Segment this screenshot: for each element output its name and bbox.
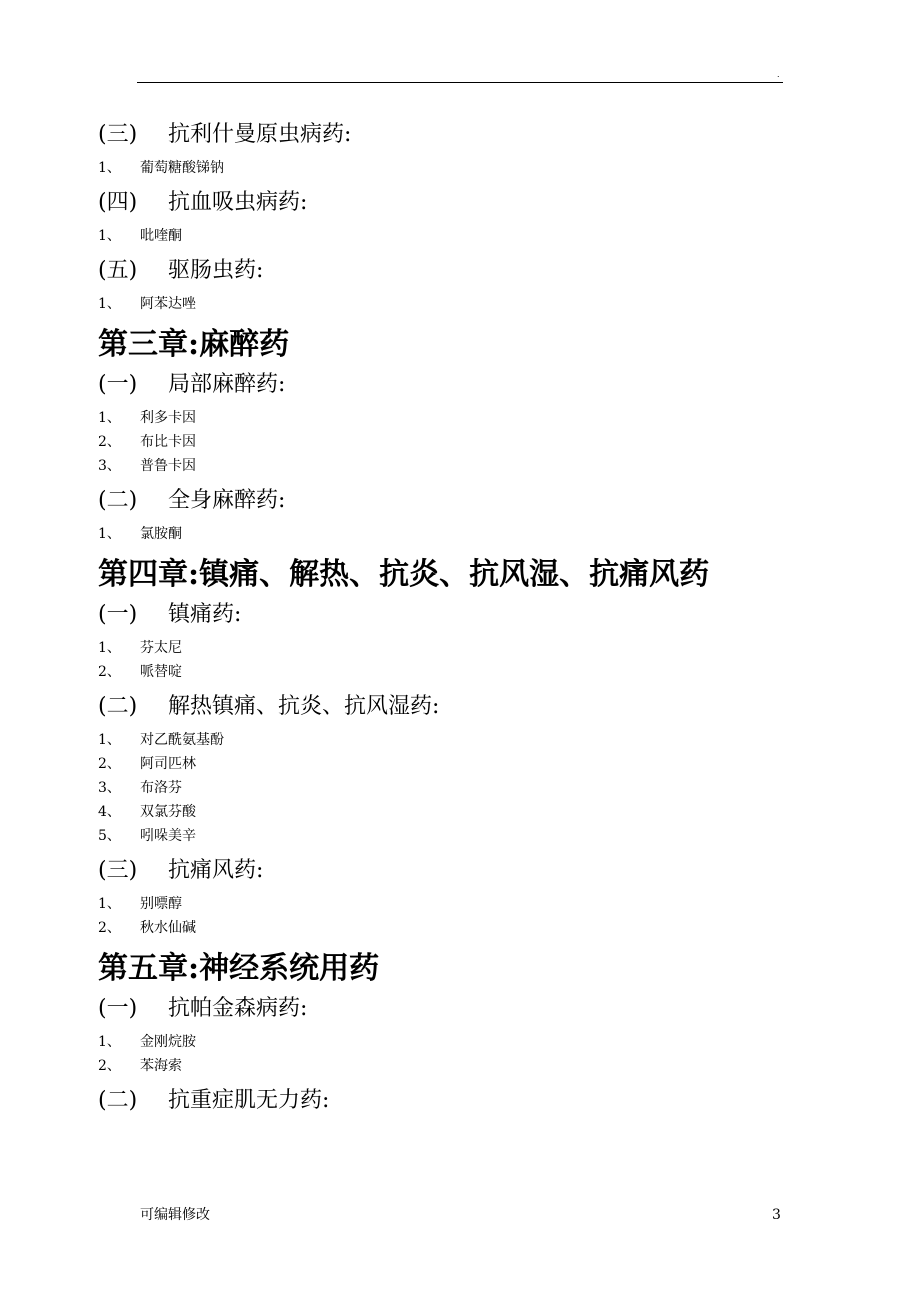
section-title: 抗帕金森病药: xyxy=(168,996,308,1021)
section-title: 解热镇痛、抗炎、抗风湿药: xyxy=(168,694,440,719)
drug-list-item xyxy=(98,892,898,916)
drug-name: 葡萄糖酸锑钠 xyxy=(140,160,224,176)
drug-name: 氯胺酮 xyxy=(140,526,182,542)
section-title: 局部麻醉药: xyxy=(168,372,286,397)
section-heading xyxy=(98,484,898,518)
section-number: (二) xyxy=(98,694,138,719)
document-body xyxy=(98,118,898,1118)
chapter-heading: 第三章:麻醉药 xyxy=(98,327,290,362)
drug-list xyxy=(98,636,898,684)
drug-list-item xyxy=(98,454,898,478)
drug-name: 阿司匹林 xyxy=(140,756,196,772)
drug-name: 吲哚美辛 xyxy=(140,828,196,844)
section-number: (三) xyxy=(98,122,138,147)
section-number: (二) xyxy=(98,488,138,513)
drug-list-item xyxy=(98,776,898,800)
drug-list xyxy=(98,1030,898,1078)
drug-list-item xyxy=(98,406,898,430)
section-heading xyxy=(98,118,898,152)
drug-name: 秋水仙碱 xyxy=(140,920,196,936)
item-number: 3、 xyxy=(98,458,121,474)
section-heading xyxy=(98,1084,898,1118)
drug-name: 金刚烷胺 xyxy=(140,1034,196,1050)
drug-list-item xyxy=(98,916,898,940)
drug-list-item xyxy=(98,292,898,316)
section-title: 抗痛风药: xyxy=(168,858,264,883)
drug-list xyxy=(98,522,898,546)
drug-name: 利多卡因 xyxy=(140,410,196,426)
drug-list xyxy=(98,892,898,940)
item-number: 1、 xyxy=(98,160,121,176)
section-number: (二) xyxy=(98,1088,138,1113)
item-number: 2、 xyxy=(98,756,121,772)
item-number: 2、 xyxy=(98,664,121,680)
page-number: 3 xyxy=(772,1207,781,1223)
drug-name: 吡喹酮 xyxy=(140,228,182,244)
section-heading xyxy=(98,992,898,1026)
section-title: 镇痛药: xyxy=(168,602,242,627)
item-number: 1、 xyxy=(98,896,121,912)
item-number: 1、 xyxy=(98,296,121,312)
section-title: 驱肠虫药: xyxy=(168,258,264,283)
drug-list xyxy=(98,224,898,248)
drug-name: 芬太尼 xyxy=(140,640,182,656)
section-heading xyxy=(98,254,898,288)
drug-list-item xyxy=(98,522,898,546)
drug-list xyxy=(98,292,898,316)
drug-name: 阿苯达唑 xyxy=(140,296,196,312)
item-number: 2、 xyxy=(98,434,121,450)
header-mark: . xyxy=(777,69,780,79)
section-number: (一) xyxy=(98,602,138,627)
item-number: 1、 xyxy=(98,228,121,244)
drug-list-item xyxy=(98,1030,898,1054)
footer-note: 可编辑修改 xyxy=(140,1207,210,1223)
section-heading xyxy=(98,186,898,220)
item-number: 1、 xyxy=(98,410,121,426)
drug-list-item xyxy=(98,1054,898,1078)
drug-list xyxy=(98,156,898,180)
section-number: (三) xyxy=(98,858,138,883)
drug-list-item xyxy=(98,636,898,660)
item-number: 1、 xyxy=(98,526,121,542)
section-heading xyxy=(98,598,898,632)
drug-list-item xyxy=(98,156,898,180)
section-heading xyxy=(98,368,898,402)
section-number: (一) xyxy=(98,372,138,397)
drug-name: 对乙酰氨基酚 xyxy=(140,732,224,748)
item-number: 1、 xyxy=(98,1034,121,1050)
item-number: 1、 xyxy=(98,640,121,656)
item-number: 2、 xyxy=(98,920,121,936)
item-number: 4、 xyxy=(98,804,121,820)
drug-name: 布比卡因 xyxy=(140,434,196,450)
drug-list-item xyxy=(98,800,898,824)
section-heading xyxy=(98,690,898,724)
drug-list xyxy=(98,406,898,478)
section-heading xyxy=(98,854,898,888)
drug-name: 别嘌醇 xyxy=(140,896,182,912)
chapter-heading: 第五章:神经系统用药 xyxy=(98,951,380,986)
section-title: 抗利什曼原虫病药: xyxy=(168,122,352,147)
section-number: (一) xyxy=(98,996,138,1021)
drug-name: 双氯芬酸 xyxy=(140,804,196,820)
item-number: 3、 xyxy=(98,780,121,796)
item-number: 5、 xyxy=(98,828,121,844)
drug-list-item xyxy=(98,224,898,248)
section-title: 全身麻醉药: xyxy=(168,488,286,513)
drug-list-item xyxy=(98,824,898,848)
drug-list-item xyxy=(98,752,898,776)
drug-name: 普鲁卡因 xyxy=(140,458,196,474)
section-title: 抗血吸虫病药: xyxy=(168,190,308,215)
drug-list-item xyxy=(98,660,898,684)
drug-name: 哌替啶 xyxy=(140,664,182,680)
drug-name: 布洛芬 xyxy=(140,780,182,796)
item-number: 1、 xyxy=(98,732,121,748)
header-rule xyxy=(137,82,783,83)
drug-list-item xyxy=(98,430,898,454)
drug-list-item xyxy=(98,728,898,752)
section-title: 抗重症肌无力药: xyxy=(168,1088,330,1113)
chapter-heading: 第四章:镇痛、解热、抗炎、抗风湿、抗痛风药 xyxy=(98,557,710,592)
drug-name: 苯海索 xyxy=(140,1058,182,1074)
section-number: (四) xyxy=(98,190,138,215)
drug-list xyxy=(98,728,898,848)
section-number: (五) xyxy=(98,258,138,283)
item-number: 2、 xyxy=(98,1058,121,1074)
